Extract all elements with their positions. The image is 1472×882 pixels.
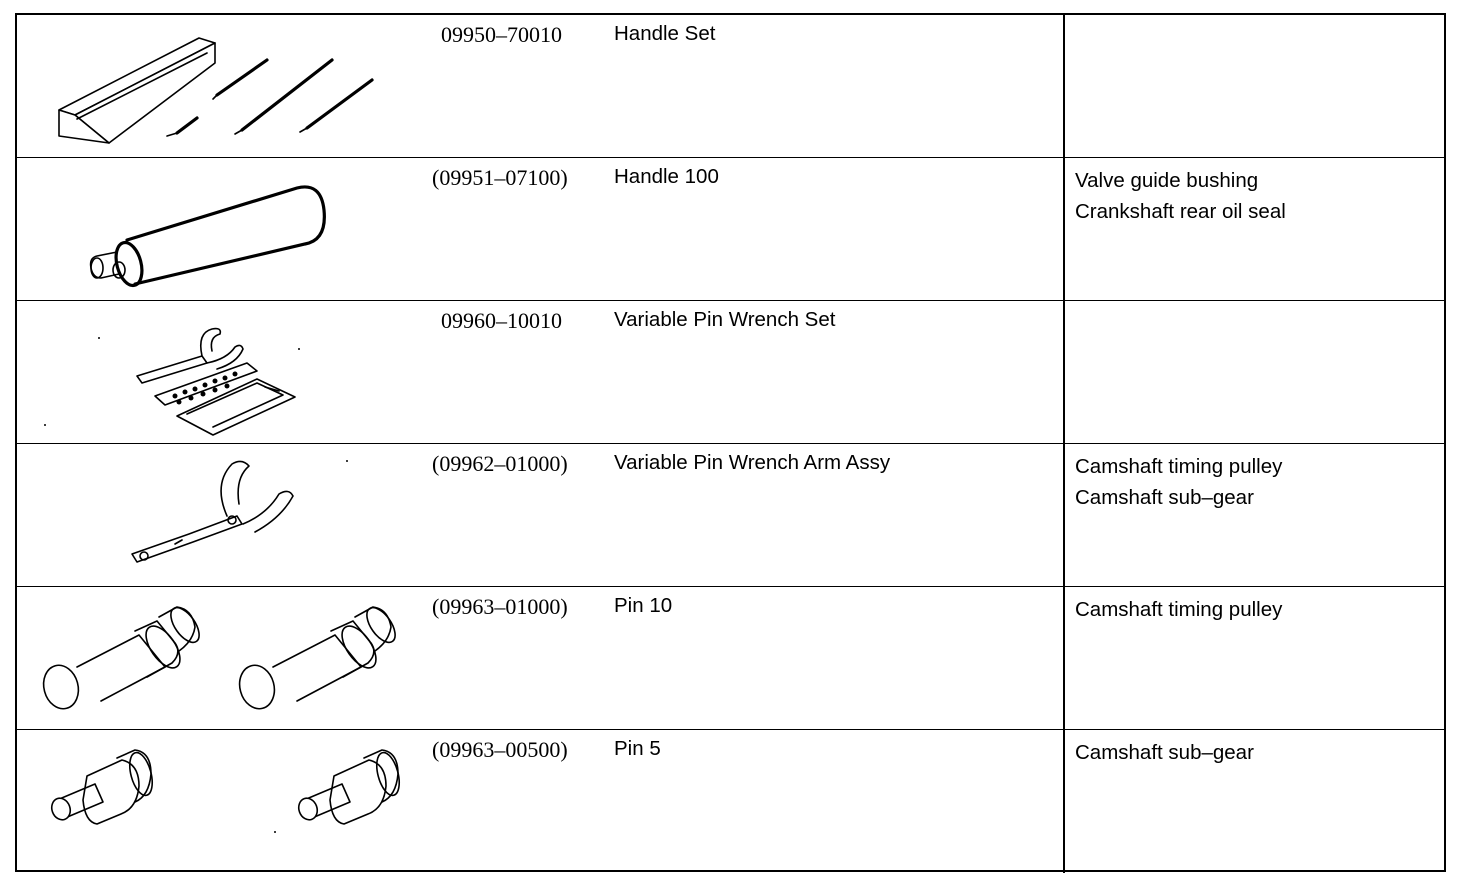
tool-row bbox=[17, 15, 1444, 158]
column-divider bbox=[1063, 444, 1065, 586]
tool-row bbox=[17, 587, 1444, 730]
column-divider bbox=[1063, 587, 1065, 729]
special-tools-table bbox=[15, 13, 1446, 872]
tool-row bbox=[17, 301, 1444, 444]
part-number: 09950–70010 bbox=[441, 22, 562, 47]
part-number: (09963–00500) bbox=[432, 737, 568, 762]
usage-item: Camshaft timing pulley bbox=[1075, 598, 1283, 621]
part-number: 09960–10010 bbox=[441, 308, 562, 333]
tool-row bbox=[17, 158, 1444, 301]
usage-list bbox=[1075, 594, 1282, 625]
column-divider bbox=[1063, 15, 1065, 157]
part-name: Variable Pin Wrench Arm Assy bbox=[614, 451, 891, 474]
usage-item: Camshaft timing pulley bbox=[1075, 455, 1283, 478]
usage-list bbox=[1075, 165, 1286, 227]
part-number: (09962–01000) bbox=[432, 451, 568, 476]
part-name: Variable Pin Wrench Set bbox=[614, 308, 836, 331]
pin-10-illustration bbox=[17, 587, 427, 729]
usage-list bbox=[1075, 451, 1282, 513]
part-name: Pin 5 bbox=[614, 737, 661, 760]
part-name: Handle 100 bbox=[614, 165, 719, 188]
handle-100-illustration bbox=[17, 158, 427, 300]
usage-item: Valve guide bushing bbox=[1075, 169, 1259, 192]
usage-item: Camshaft sub–gear bbox=[1075, 486, 1254, 509]
usage-list bbox=[1075, 737, 1254, 768]
handle-set-illustration bbox=[17, 15, 427, 157]
tool-row bbox=[17, 444, 1444, 587]
pin-5-illustration bbox=[17, 730, 427, 872]
part-name: Handle Set bbox=[614, 22, 716, 45]
pin-wrench-set-illustration bbox=[17, 301, 427, 443]
column-divider bbox=[1063, 158, 1065, 300]
part-name: Pin 10 bbox=[614, 594, 673, 617]
column-divider bbox=[1063, 730, 1065, 873]
pin-wrench-arm-illustration bbox=[17, 444, 427, 586]
column-divider bbox=[1063, 301, 1065, 443]
tool-row bbox=[17, 730, 1444, 873]
usage-item: Crankshaft rear oil seal bbox=[1075, 200, 1286, 223]
part-number: (09963–01000) bbox=[432, 594, 568, 619]
part-number: (09951–07100) bbox=[432, 165, 568, 190]
usage-item: Camshaft sub–gear bbox=[1075, 741, 1254, 764]
